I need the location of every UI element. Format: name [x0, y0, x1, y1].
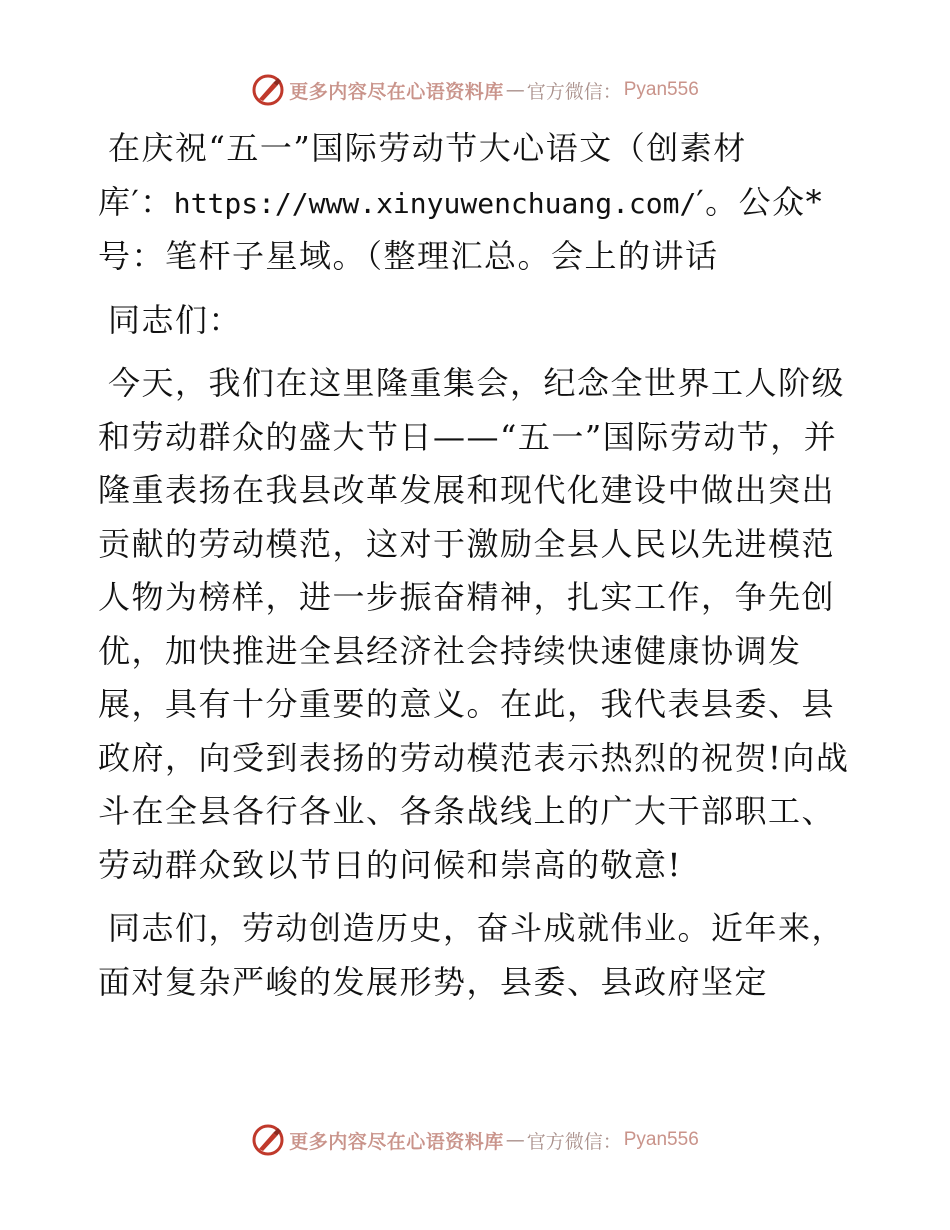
footer-watermark: [0, 1120, 950, 1160]
watermark-dash: —: [505, 79, 525, 101]
title-url-link[interactable]: https://www.xinyuwenchuang.com/: [173, 186, 697, 220]
brand-logo-icon: [251, 1123, 285, 1157]
header-watermark: [0, 70, 950, 110]
watermark-promo-text: 更多内容尽在心语资料库: [289, 1130, 504, 1153]
watermark-promo-text: 更多内容尽在心语资料库: [289, 80, 504, 103]
title-line-1: 在庆祝“五一”国际劳动节大心语文（创素材: [108, 129, 747, 167]
title-line-2: 库′：https://www.xinyuwenchuang.com/′。公众*: [98, 182, 824, 221]
paragraph-1: 今天，我们在这里隆重集会，纪念全世界工人阶级和劳动群众的盛大节日——“五一”国际劳动节，并隆重表扬在我县改革发展和现代化建设中做出突出贡献的劳动模范，这对于激励全县人民以先进模范人物为榜样，进一步振奋精神，扎实工作，争先创优，加快推进全县经济社会持续快速健康协调发展，具有十分重要的意义。在此，我代表县委、县政府，向受到表扬的劳动模范表示热烈的祝贺!向战斗在全县各行各业、各条战线上的广大干部职工、劳动群众致以节日的问候和崇高的敬意!: [98, 364, 850, 884]
watermark-dash: —: [505, 1129, 525, 1151]
watermark-wechat-label: 官方微信：: [526, 1130, 622, 1153]
brand-logo-icon: [251, 73, 285, 107]
watermark-wechat-label: 官方微信：: [526, 80, 622, 103]
watermark-wechat-id: Pyan556: [623, 1129, 699, 1150]
document-title: [98, 122, 858, 284]
greeting: 同志们：: [108, 300, 243, 339]
document-body: [98, 122, 858, 1009]
title-line-3: 号：笔杆子星域。（整理汇总。会上的讲话: [98, 237, 719, 275]
watermark-wechat-id: Pyan556: [623, 79, 699, 100]
paragraph-2: 同志们，劳动创造历史，奋斗成就伟业。近年来，面对复杂严峻的发展形势，县委、县政府坚定: [98, 909, 846, 1001]
